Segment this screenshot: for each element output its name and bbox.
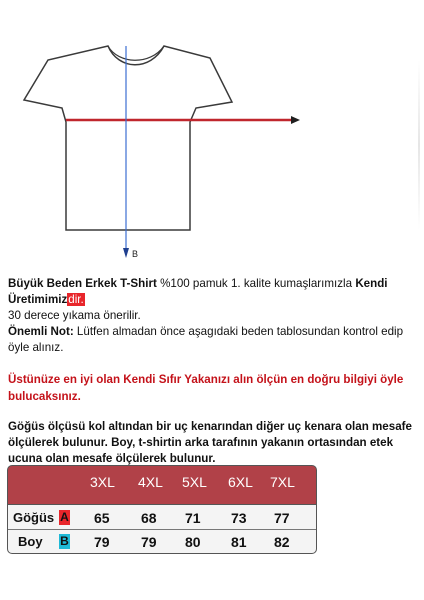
row-label-chest: Göğüs — [13, 510, 55, 525]
size-header-cell: 6XL — [228, 474, 253, 490]
size-header-cell: 5XL — [182, 474, 207, 490]
length-value: 79 — [141, 534, 157, 550]
size-header-cell: 3XL — [90, 474, 115, 490]
highlight-suffix: dir. — [68, 293, 84, 306]
size-table-header — [7, 465, 317, 505]
length-arrow-head — [123, 248, 129, 258]
product-description — [8, 276, 408, 356]
row-code-b: B — [60, 534, 69, 548]
wash-instructions: 30 derece yıkama önerilir. — [8, 309, 141, 322]
row-code-a: A — [60, 510, 69, 524]
tshirt-measurement-diagram — [0, 0, 424, 270]
important-note — [8, 324, 408, 356]
size-header-cell: 7XL — [270, 474, 295, 490]
measurement-instructions: Göğüs ölçüsü kol altından bir uç kenarından diğer uç kenara olan mesafe ölçülerek bulunur. Boy, t-shirtin arka tarafının yakanın ortasından etek ucuna olan mesafe ölçülerek bulunur. — [8, 420, 412, 465]
product-title: Büyük Beden Erkek T-Shirt — [8, 277, 161, 290]
chest-value: 65 — [94, 510, 110, 526]
length-value: 80 — [185, 534, 201, 550]
length-arrow-label: B — [132, 249, 139, 259]
scroll-indicator — [418, 60, 420, 230]
note-text: Lütfen almadan önce aşagıdaki beden tablosundan kontrol edip öyle alınız. — [8, 325, 404, 354]
material-info: %100 pamuk 1. kalite kumaşlarımızla — [160, 277, 356, 290]
length-value: 81 — [231, 534, 247, 550]
size-table-body — [7, 505, 317, 554]
size-header-cell: 4XL — [138, 474, 163, 490]
chest-value: 71 — [185, 510, 201, 526]
brand-statement: Kendi Üretimimiz — [8, 277, 388, 306]
row-label-length: Boy — [18, 534, 43, 549]
length-value: 79 — [94, 534, 110, 550]
length-value: 82 — [274, 534, 290, 550]
note-label: Önemli Not: — [8, 325, 74, 338]
size-table — [7, 465, 317, 554]
row-divider — [8, 529, 316, 530]
chest-value: 68 — [141, 510, 157, 526]
tshirt-outline — [24, 46, 232, 230]
chest-arrow-head — [291, 116, 300, 124]
chest-value: 77 — [274, 510, 290, 526]
fit-warning: Üstünüze en iyi olan Kendi Sıfır Yakanızı alın ölçün en doğru bilgiyi öyle bulucaksınız. — [8, 373, 404, 403]
chest-value: 73 — [231, 510, 247, 526]
description-intro — [8, 276, 408, 308]
